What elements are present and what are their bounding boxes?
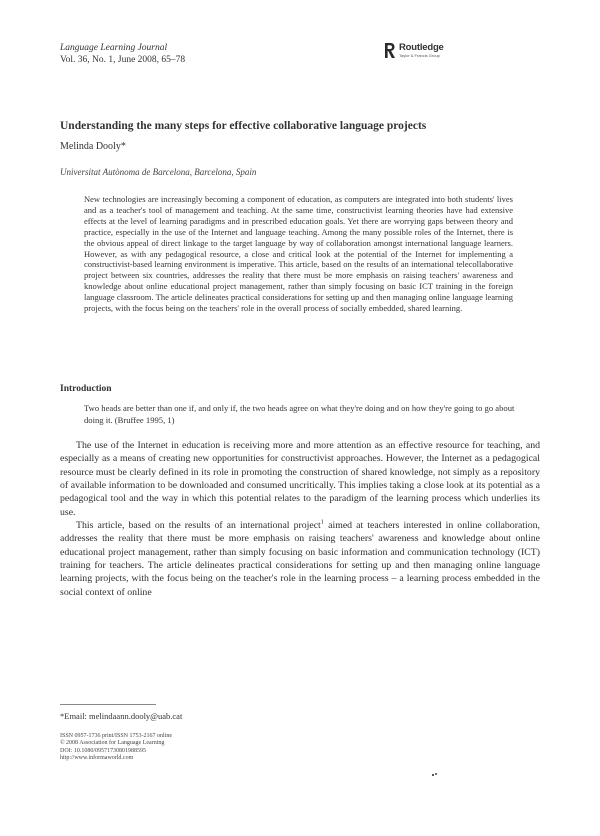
routledge-r-icon [383,42,396,59]
epigraph-quote: Two heads are better than one if, and only if, the two heads agree on what they're doing and on how they're going to go about doing it. (Bruffee 1995, 1) [84,403,515,425]
author-affiliation: Universitat Autònoma de Barcelona, Barcelona, Spain [60,167,257,177]
copyright-line: © 2008 Association for Language Learning [60,740,165,747]
abstract: New technologies are increasingly becoming a component of education, as computers are integrated into both students' lives and as a teacher's tool of management and teaching. At the same time, constructivist learning theories have had extensive effects at the level of learning paradigms and in prescribed education goals. Yet there are worrying gaps between theory and practice, especially in the use of the Internet and language teaching. Among the many possible roles of the Internet, there is the obvious appeal of direct linkage to the target language by way of collaboration amongst international language learners. However, as with any pedagogical resource, a close and critical look at the potential of the Internet for implementing a constructivist-based learning environment is imperative. This article, based on the results of an international telecollaborative project between six countries, addresses the reality that there must be more emphasis on raising teachers' awareness and knowledge about online educational project management, rather than simply focusing on basic ICT training in the foreign language classroom. The article delineates practical considerations for setting up and then managing online language learning projects, with the focus being on the teachers' role in the overall process of socially embedded, shared learning. [84,194,513,314]
issn-line: ISSN 0957-1736 print/ISSN 1753-2167 online [60,733,173,739]
url-line: http://www.informaworld.com [60,755,134,762]
section-heading: Introduction [60,384,112,394]
publisher-name: Routledge [399,42,444,53]
author-email-footnote: *Email: melindaann.dooly@uab.cat [60,711,183,721]
imprint-block [60,733,172,763]
volume-line: Vol. 36, No. 1, June 2008, 65–78 [60,55,186,65]
doi-line: DOI: 10.1080/09571730801988595 [60,747,146,754]
body-paragraph [60,519,540,599]
article-title: Understanding the many steps for effective collaborative language projects [60,120,427,132]
publisher-logo [383,42,444,59]
body-text [60,439,540,599]
paragraph-text: This article, based on the results of an international project [76,520,321,532]
author-name: Melinda Dooly* [60,141,126,152]
scan-mark-icon [432,773,437,777]
publisher-subtitle: Taylor & Francis Group [399,53,440,58]
body-paragraph: The use of the Internet in education is receiving more and more attention as an effective resource for teaching, and especially as a means of creating new opportunities for constructivist approaches. However, the Internet as a pedagogical resource must be clearly defined in its role in promoting the construction of shared knowledge, not simply as a repository of available information to be downloaded and consumed uncritically. This implies taking a close look at its potential as a pedagogical tool and the way in which this potential relates to the paradigm of the learning process which underlies its use. [60,440,540,518]
journal-name: Language Learning Journal [60,43,168,53]
journal-header [60,42,185,66]
paragraph-text: aimed at teachers interested in online collaboration, addresses the reality that there must be more emphasis on raising teachers' awareness and knowledge about online educational project management, rather than simply focusing on basic information and communication technology (ICT) training for teachers. The article delineates practical considerations for setting up and then managing online language learning projects, with the focus being on the teacher's role in the learning process – a learning process embedded in the social context of online [60,520,540,598]
footnote-marker: 1 [320,518,325,526]
footnote-divider [60,704,156,705]
